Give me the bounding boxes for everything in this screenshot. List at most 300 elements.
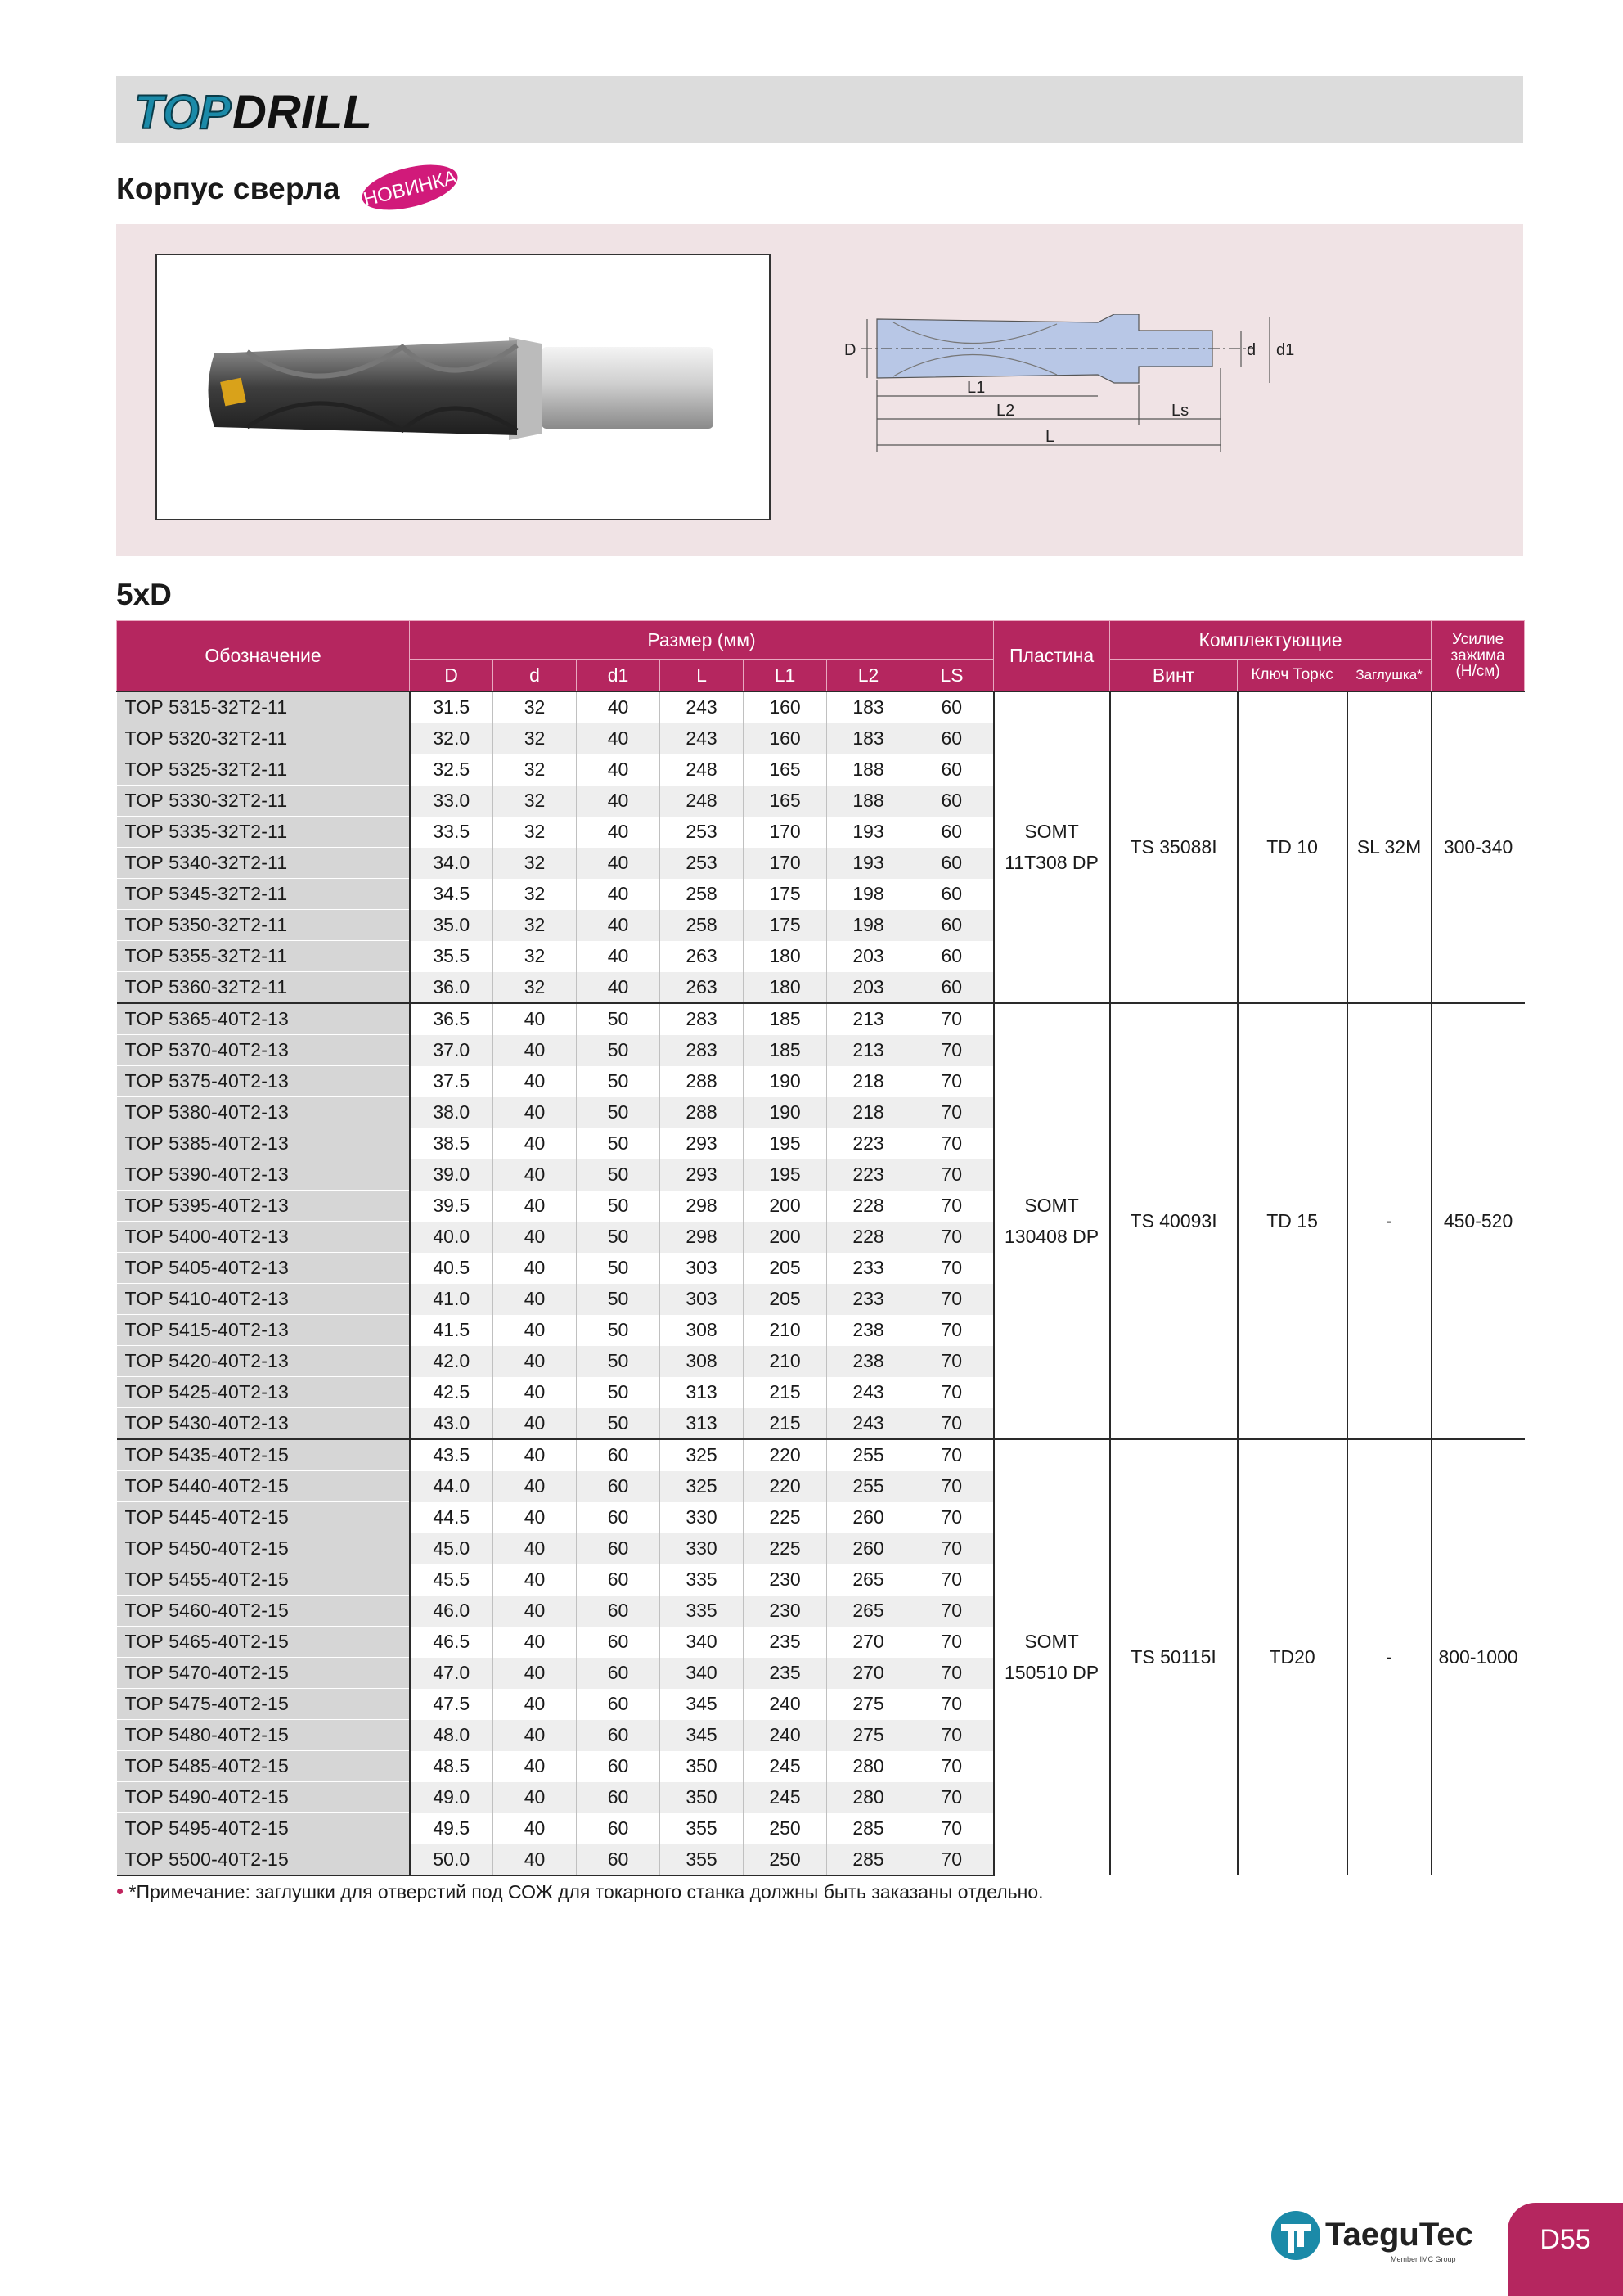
cell-L1: 165 [744, 786, 827, 817]
cell-L2: 260 [827, 1533, 910, 1564]
header-L2: L2 [827, 660, 910, 692]
cell-L1: 175 [744, 879, 827, 910]
cell-d: 40 [493, 1035, 577, 1066]
cell-designation: TOP 5490-40T2-15 [117, 1782, 410, 1813]
cell-designation: TOP 5330-32T2-11 [117, 786, 410, 817]
cell-L: 340 [660, 1627, 744, 1658]
cell-d1: 60 [577, 1813, 660, 1844]
header-size: Размер (мм) [410, 621, 994, 660]
cell-d: 40 [493, 1222, 577, 1253]
clamp-force-line2: зажима [1450, 646, 1505, 664]
cell-d1: 40 [577, 972, 660, 1004]
insert-line2: 11T308 DP [1005, 851, 1099, 873]
cell-LS: 60 [910, 723, 994, 754]
brand-drill-text: DRILL [232, 86, 372, 139]
cell-LS: 70 [910, 1439, 994, 1471]
cell-L: 325 [660, 1471, 744, 1502]
cell-designation: TOP 5420-40T2-13 [117, 1346, 410, 1377]
header-screw: Винт [1110, 660, 1238, 692]
cell-D: 44.5 [410, 1502, 493, 1533]
cell-d: 40 [493, 1627, 577, 1658]
cell-D: 33.5 [410, 817, 493, 848]
cell-LS: 70 [910, 1191, 994, 1222]
cell-L1: 220 [744, 1439, 827, 1471]
cell-D: 45.5 [410, 1564, 493, 1596]
label-L2: L2 [996, 402, 1015, 420]
cell-L: 253 [660, 817, 744, 848]
cell-L2: 243 [827, 1377, 910, 1408]
cell-L2: 265 [827, 1596, 910, 1627]
cell-insert [994, 1439, 1110, 1875]
cell-d1: 60 [577, 1439, 660, 1471]
cell-L2: 280 [827, 1782, 910, 1813]
cell-d: 40 [493, 1844, 577, 1876]
cell-L2: 270 [827, 1627, 910, 1658]
cell-L2: 233 [827, 1284, 910, 1315]
footnote [116, 1879, 1044, 1904]
cell-L: 298 [660, 1222, 744, 1253]
cell-L1: 170 [744, 817, 827, 848]
cell-L2: 243 [827, 1408, 910, 1440]
cell-designation: TOP 5385-40T2-13 [117, 1128, 410, 1159]
cell-d: 32 [493, 723, 577, 754]
cell-D: 32.5 [410, 754, 493, 786]
cell-LS: 60 [910, 910, 994, 941]
cell-L2: 275 [827, 1689, 910, 1720]
cell-LS: 60 [910, 879, 994, 910]
cell-designation: TOP 5400-40T2-13 [117, 1222, 410, 1253]
cell-D: 40.0 [410, 1222, 493, 1253]
cell-D: 38.0 [410, 1097, 493, 1128]
cell-d: 40 [493, 1128, 577, 1159]
cell-d1: 60 [577, 1689, 660, 1720]
cell-d: 40 [493, 1284, 577, 1315]
cell-clamp-force: 450-520 [1432, 1003, 1525, 1439]
cell-designation: TOP 5440-40T2-15 [117, 1471, 410, 1502]
cell-L2: 188 [827, 754, 910, 786]
cell-designation: TOP 5395-40T2-13 [117, 1191, 410, 1222]
cell-D: 33.0 [410, 786, 493, 817]
cell-LS: 60 [910, 848, 994, 879]
cell-L2: 228 [827, 1222, 910, 1253]
cell-D: 46.5 [410, 1627, 493, 1658]
cell-L1: 245 [744, 1751, 827, 1782]
cell-L1: 160 [744, 691, 827, 723]
cell-d: 32 [493, 941, 577, 972]
cell-L2: 203 [827, 941, 910, 972]
header-accessories: Комплектующие [1110, 621, 1432, 660]
cell-L1: 160 [744, 723, 827, 754]
cell-L2: 238 [827, 1346, 910, 1377]
cell-L: 350 [660, 1782, 744, 1813]
cell-L: 345 [660, 1720, 744, 1751]
cell-d: 40 [493, 1596, 577, 1627]
cell-D: 41.0 [410, 1284, 493, 1315]
table-row [117, 1439, 1525, 1471]
cell-L: 248 [660, 754, 744, 786]
cell-d1: 50 [577, 1159, 660, 1191]
cell-L: 303 [660, 1284, 744, 1315]
cell-d1: 60 [577, 1596, 660, 1627]
cell-L: 313 [660, 1377, 744, 1408]
cell-LS: 70 [910, 1159, 994, 1191]
cell-insert [994, 1003, 1110, 1439]
brand-bar [116, 76, 1523, 143]
cell-L1: 225 [744, 1502, 827, 1533]
cell-LS: 60 [910, 691, 994, 723]
cell-LS: 70 [910, 1377, 994, 1408]
cell-d: 40 [493, 1813, 577, 1844]
cell-L: 258 [660, 879, 744, 910]
cell-L2: 213 [827, 1003, 910, 1035]
cell-L: 263 [660, 941, 744, 972]
cell-d: 32 [493, 786, 577, 817]
cell-L: 325 [660, 1439, 744, 1471]
table-body [117, 691, 1525, 1875]
cell-d: 40 [493, 1471, 577, 1502]
cell-d: 32 [493, 817, 577, 848]
cell-insert [994, 691, 1110, 1003]
cell-LS: 60 [910, 817, 994, 848]
cell-L2: 183 [827, 691, 910, 723]
cell-d: 40 [493, 1346, 577, 1377]
cell-designation: TOP 5410-40T2-13 [117, 1284, 410, 1315]
cell-LS: 70 [910, 1720, 994, 1751]
header-designation: Обозначение [117, 621, 410, 692]
cell-designation: TOP 5485-40T2-15 [117, 1751, 410, 1782]
cell-d1: 40 [577, 879, 660, 910]
cell-d1: 60 [577, 1658, 660, 1689]
cell-L2: 203 [827, 972, 910, 1004]
cell-d1: 40 [577, 941, 660, 972]
page-number: D55 [1508, 2203, 1623, 2296]
cell-LS: 70 [910, 1533, 994, 1564]
cell-D: 36.5 [410, 1003, 493, 1035]
cell-d: 32 [493, 910, 577, 941]
cell-L1: 195 [744, 1128, 827, 1159]
cell-d: 40 [493, 1159, 577, 1191]
cell-D: 32.0 [410, 723, 493, 754]
cell-D: 44.0 [410, 1471, 493, 1502]
cell-D: 37.0 [410, 1035, 493, 1066]
insert-line1: SOMT [1024, 820, 1079, 842]
drill-photo-image [157, 255, 769, 519]
cell-d1: 50 [577, 1003, 660, 1035]
cell-d1: 60 [577, 1471, 660, 1502]
cell-designation: TOP 5460-40T2-15 [117, 1596, 410, 1627]
cell-L2: 265 [827, 1564, 910, 1596]
cell-designation: TOP 5335-32T2-11 [117, 817, 410, 848]
cell-LS: 70 [910, 1222, 994, 1253]
cell-d: 40 [493, 1191, 577, 1222]
cell-LS: 70 [910, 1564, 994, 1596]
cell-designation: TOP 5350-32T2-11 [117, 910, 410, 941]
cell-d1: 60 [577, 1502, 660, 1533]
cell-L: 248 [660, 786, 744, 817]
clamp-force-line3: (Н/см) [1455, 663, 1500, 681]
cell-d: 32 [493, 754, 577, 786]
footnote-text: *Примечание: заглушки для отверстий под СОЖ для токарного станка должны быть заказаны отдельно. [128, 1881, 1044, 1902]
cell-d: 40 [493, 1408, 577, 1440]
cell-L: 243 [660, 691, 744, 723]
cell-LS: 70 [910, 1408, 994, 1440]
cell-L: 303 [660, 1253, 744, 1284]
cell-L1: 165 [744, 754, 827, 786]
cell-L1: 205 [744, 1253, 827, 1284]
cell-LS: 70 [910, 1471, 994, 1502]
cell-L1: 200 [744, 1222, 827, 1253]
cell-L1: 235 [744, 1658, 827, 1689]
cell-L: 293 [660, 1128, 744, 1159]
cell-LS: 70 [910, 1315, 994, 1346]
cell-L: 263 [660, 972, 744, 1004]
cell-D: 34.5 [410, 879, 493, 910]
cell-d: 40 [493, 1439, 577, 1471]
cell-d1: 50 [577, 1253, 660, 1284]
cell-screw: TS 50115I [1110, 1439, 1238, 1875]
new-badge [357, 162, 463, 213]
cell-d: 32 [493, 879, 577, 910]
cell-LS: 70 [910, 1253, 994, 1284]
cell-L2: 285 [827, 1813, 910, 1844]
cell-L: 293 [660, 1159, 744, 1191]
cell-L2: 223 [827, 1128, 910, 1159]
cell-LS: 70 [910, 1658, 994, 1689]
cell-d1: 50 [577, 1097, 660, 1128]
cell-D: 46.0 [410, 1596, 493, 1627]
cell-d1: 40 [577, 691, 660, 723]
cell-D: 40.5 [410, 1253, 493, 1284]
cell-L1: 185 [744, 1035, 827, 1066]
topdrill-logo [128, 79, 389, 140]
cell-d1: 50 [577, 1315, 660, 1346]
table-row [117, 1003, 1525, 1035]
cell-L2: 238 [827, 1315, 910, 1346]
cell-designation: TOP 5365-40T2-13 [117, 1003, 410, 1035]
cell-LS: 70 [910, 1813, 994, 1844]
cell-L1: 180 [744, 941, 827, 972]
cell-torx-key: TD 15 [1238, 1003, 1347, 1439]
cell-d1: 40 [577, 817, 660, 848]
spec-table [116, 620, 1525, 1876]
cell-L1: 205 [744, 1284, 827, 1315]
cell-D: 48.5 [410, 1751, 493, 1782]
cell-L: 355 [660, 1813, 744, 1844]
cell-plug: - [1347, 1439, 1432, 1875]
bullet-icon: • [116, 1879, 124, 1903]
cell-plug: - [1347, 1003, 1432, 1439]
cell-d: 32 [493, 972, 577, 1004]
label-L: L [1045, 428, 1055, 446]
cell-L1: 210 [744, 1315, 827, 1346]
label-L1: L1 [967, 379, 986, 397]
cell-designation: TOP 5390-40T2-13 [117, 1159, 410, 1191]
dimension-diagram [828, 314, 1441, 478]
insert-line1: SOMT [1024, 1631, 1079, 1653]
cell-d1: 50 [577, 1191, 660, 1222]
taegutec-logo [1268, 2208, 1481, 2267]
cell-D: 43.5 [410, 1439, 493, 1471]
cell-d: 40 [493, 1502, 577, 1533]
cell-designation: TOP 5370-40T2-13 [117, 1035, 410, 1066]
cell-designation: TOP 5480-40T2-15 [117, 1720, 410, 1751]
cell-d1: 50 [577, 1346, 660, 1377]
cell-L1: 195 [744, 1159, 827, 1191]
cell-d: 40 [493, 1720, 577, 1751]
clamp-force-line1: Усилие [1451, 630, 1504, 648]
cell-L2: 275 [827, 1720, 910, 1751]
cell-d: 40 [493, 1003, 577, 1035]
cell-d: 40 [493, 1097, 577, 1128]
cell-designation: TOP 5375-40T2-13 [117, 1066, 410, 1097]
cell-L: 335 [660, 1596, 744, 1627]
product-panel [116, 224, 1523, 556]
header-insert: Пластина [994, 621, 1110, 692]
cell-D: 49.5 [410, 1813, 493, 1844]
cell-L1: 215 [744, 1408, 827, 1440]
cell-D: 38.5 [410, 1128, 493, 1159]
cell-LS: 70 [910, 1689, 994, 1720]
cell-D: 45.0 [410, 1533, 493, 1564]
cell-designation: TOP 5355-32T2-11 [117, 941, 410, 972]
cell-designation: TOP 5465-40T2-15 [117, 1627, 410, 1658]
cell-L2: 193 [827, 817, 910, 848]
header-d: d [493, 660, 577, 692]
label-LS: Ls [1171, 402, 1189, 420]
cell-designation: TOP 5425-40T2-13 [117, 1377, 410, 1408]
cell-D: 42.5 [410, 1377, 493, 1408]
cell-d: 40 [493, 1066, 577, 1097]
cell-L: 340 [660, 1658, 744, 1689]
cell-d1: 60 [577, 1720, 660, 1751]
cell-D: 48.0 [410, 1720, 493, 1751]
header-LS: LS [910, 660, 994, 692]
cell-designation: TOP 5495-40T2-15 [117, 1813, 410, 1844]
cell-L2: 285 [827, 1844, 910, 1876]
cell-L2: 228 [827, 1191, 910, 1222]
cell-LS: 70 [910, 1751, 994, 1782]
cell-L1: 215 [744, 1377, 827, 1408]
cell-designation: TOP 5405-40T2-13 [117, 1253, 410, 1284]
cell-d1: 50 [577, 1066, 660, 1097]
cell-designation: TOP 5360-32T2-11 [117, 972, 410, 1004]
cell-L1: 200 [744, 1191, 827, 1222]
cell-torx-key: TD20 [1238, 1439, 1347, 1875]
cell-L1: 210 [744, 1346, 827, 1377]
label-D: D [844, 341, 856, 359]
cell-d: 32 [493, 691, 577, 723]
header-L1: L1 [744, 660, 827, 692]
table-row [117, 691, 1525, 723]
cell-LS: 70 [910, 1502, 994, 1533]
cell-D: 47.5 [410, 1689, 493, 1720]
cell-L2: 213 [827, 1035, 910, 1066]
cell-L2: 260 [827, 1502, 910, 1533]
cell-screw: TS 35088I [1110, 691, 1238, 1003]
header-D: D [410, 660, 493, 692]
cell-d1: 50 [577, 1284, 660, 1315]
cell-D: 43.0 [410, 1408, 493, 1440]
cell-L: 308 [660, 1346, 744, 1377]
cell-L1: 170 [744, 848, 827, 879]
cell-d: 40 [493, 1253, 577, 1284]
cell-d1: 50 [577, 1408, 660, 1440]
cell-D: 34.0 [410, 848, 493, 879]
cell-D: 36.0 [410, 972, 493, 1004]
cell-L: 335 [660, 1564, 744, 1596]
cell-L2: 223 [827, 1159, 910, 1191]
cell-L2: 198 [827, 910, 910, 941]
taegutec-logo-sub: Member IMC Group [1391, 2255, 1456, 2263]
cell-d1: 50 [577, 1222, 660, 1253]
cell-L2: 188 [827, 786, 910, 817]
cell-L: 283 [660, 1003, 744, 1035]
cell-L2: 198 [827, 879, 910, 910]
cell-L1: 220 [744, 1471, 827, 1502]
cell-d1: 50 [577, 1377, 660, 1408]
cell-L: 313 [660, 1408, 744, 1440]
cell-L: 288 [660, 1097, 744, 1128]
cell-L1: 185 [744, 1003, 827, 1035]
cell-L1: 240 [744, 1720, 827, 1751]
cell-L1: 175 [744, 910, 827, 941]
cell-L1: 250 [744, 1844, 827, 1876]
cell-LS: 60 [910, 786, 994, 817]
brand-top-text: TOP [134, 86, 232, 139]
cell-d1: 50 [577, 1128, 660, 1159]
cell-LS: 70 [910, 1003, 994, 1035]
cell-designation: TOP 5470-40T2-15 [117, 1658, 410, 1689]
cell-L1: 235 [744, 1627, 827, 1658]
header-L: L [660, 660, 744, 692]
cell-designation: TOP 5445-40T2-15 [117, 1502, 410, 1533]
cell-d: 40 [493, 1377, 577, 1408]
cell-designation: TOP 5380-40T2-13 [117, 1097, 410, 1128]
cell-d1: 50 [577, 1035, 660, 1066]
cell-d1: 40 [577, 723, 660, 754]
section-title: Корпус сверла [116, 172, 340, 205]
insert-line1: SOMT [1024, 1194, 1079, 1216]
cell-L2: 193 [827, 848, 910, 879]
cell-L: 330 [660, 1502, 744, 1533]
cell-d1: 40 [577, 910, 660, 941]
header-plug: Заглушка* [1347, 660, 1432, 692]
cell-L2: 255 [827, 1439, 910, 1471]
cell-LS: 70 [910, 1035, 994, 1066]
cell-L: 330 [660, 1533, 744, 1564]
cell-d: 40 [493, 1658, 577, 1689]
cell-LS: 60 [910, 972, 994, 1004]
cell-L2: 270 [827, 1658, 910, 1689]
cell-designation: TOP 5500-40T2-15 [117, 1844, 410, 1876]
cell-d: 40 [493, 1315, 577, 1346]
cell-d1: 60 [577, 1782, 660, 1813]
insert-line2: 150510 DP [1005, 1662, 1099, 1683]
cell-LS: 70 [910, 1097, 994, 1128]
cell-d1: 60 [577, 1844, 660, 1876]
cell-designation: TOP 5340-32T2-11 [117, 848, 410, 879]
new-badge-text: НОВИНКА [361, 166, 460, 211]
cell-clamp-force: 800-1000 [1432, 1439, 1525, 1875]
cell-d1: 60 [577, 1533, 660, 1564]
cell-d1: 60 [577, 1627, 660, 1658]
header-d1: d1 [577, 660, 660, 692]
cell-L1: 245 [744, 1782, 827, 1813]
cell-LS: 70 [910, 1596, 994, 1627]
header-torx-key: Ключ Торкс [1238, 660, 1347, 692]
taegutec-logo-text: TaeguTec [1325, 2217, 1473, 2253]
cell-screw: TS 40093I [1110, 1003, 1238, 1439]
